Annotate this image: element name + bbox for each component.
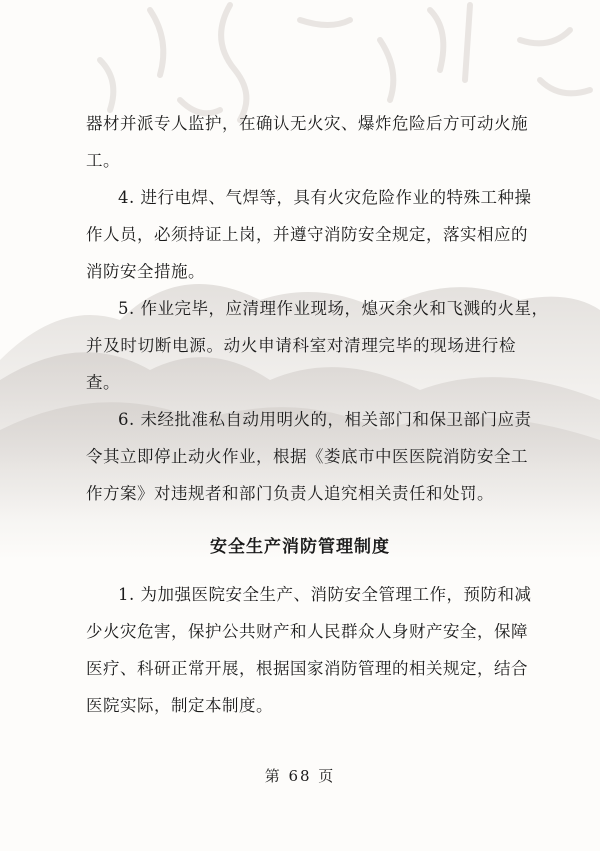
paragraph-item-6	[86, 401, 532, 512]
text-line: 作方案》对违规者和部门负责人追究相关责任和处罚。	[86, 484, 494, 503]
section-title: 安全生产消防管理制度	[210, 537, 390, 557]
text-line: 少火灾危害，保护公共财产和人民群众人身财产安全，保障	[86, 622, 528, 641]
text-line: 医疗、科研正常开展，根据国家消防管理的相关规定，结合	[86, 659, 528, 678]
page-number: 第 68 页	[264, 767, 336, 785]
text-line: 4. 进行电焊、气焊等，具有火灾危险作业的特殊工种操	[118, 188, 532, 207]
text-line: 作人员，必须持证上岗，并遵守消防安全规定，落实相应的	[86, 225, 528, 244]
text-line: 查。	[86, 373, 120, 392]
text-line: 1. 为加强医院安全生产、消防安全管理工作，预防和减	[118, 585, 532, 604]
paragraph-item-4	[86, 179, 532, 290]
text-line: 医院实际，制定本制度。	[86, 696, 273, 715]
text-line: 令其立即停止动火作业，根据《娄底市中医医院消防安全工	[86, 447, 528, 466]
text-line: 并及时切断电源。动火申请科室对清理完毕的现场进行检	[86, 336, 516, 355]
paragraph-item-5	[86, 290, 549, 401]
section-paragraph-1	[86, 576, 532, 724]
text-line: 5. 作业完毕，应清理作业现场，熄灭余火和飞溅的火星，	[118, 299, 549, 318]
text-line: 工。	[86, 151, 120, 170]
paragraph-1	[86, 105, 528, 179]
text-line: 器材并派专人监护，在确认无火灾、爆炸危险后方可动火施	[86, 114, 528, 133]
text-line: 消防安全措施。	[86, 262, 205, 281]
text-line: 6. 未经批准私自动用明火的，相关部门和保卫部门应责	[118, 410, 532, 429]
